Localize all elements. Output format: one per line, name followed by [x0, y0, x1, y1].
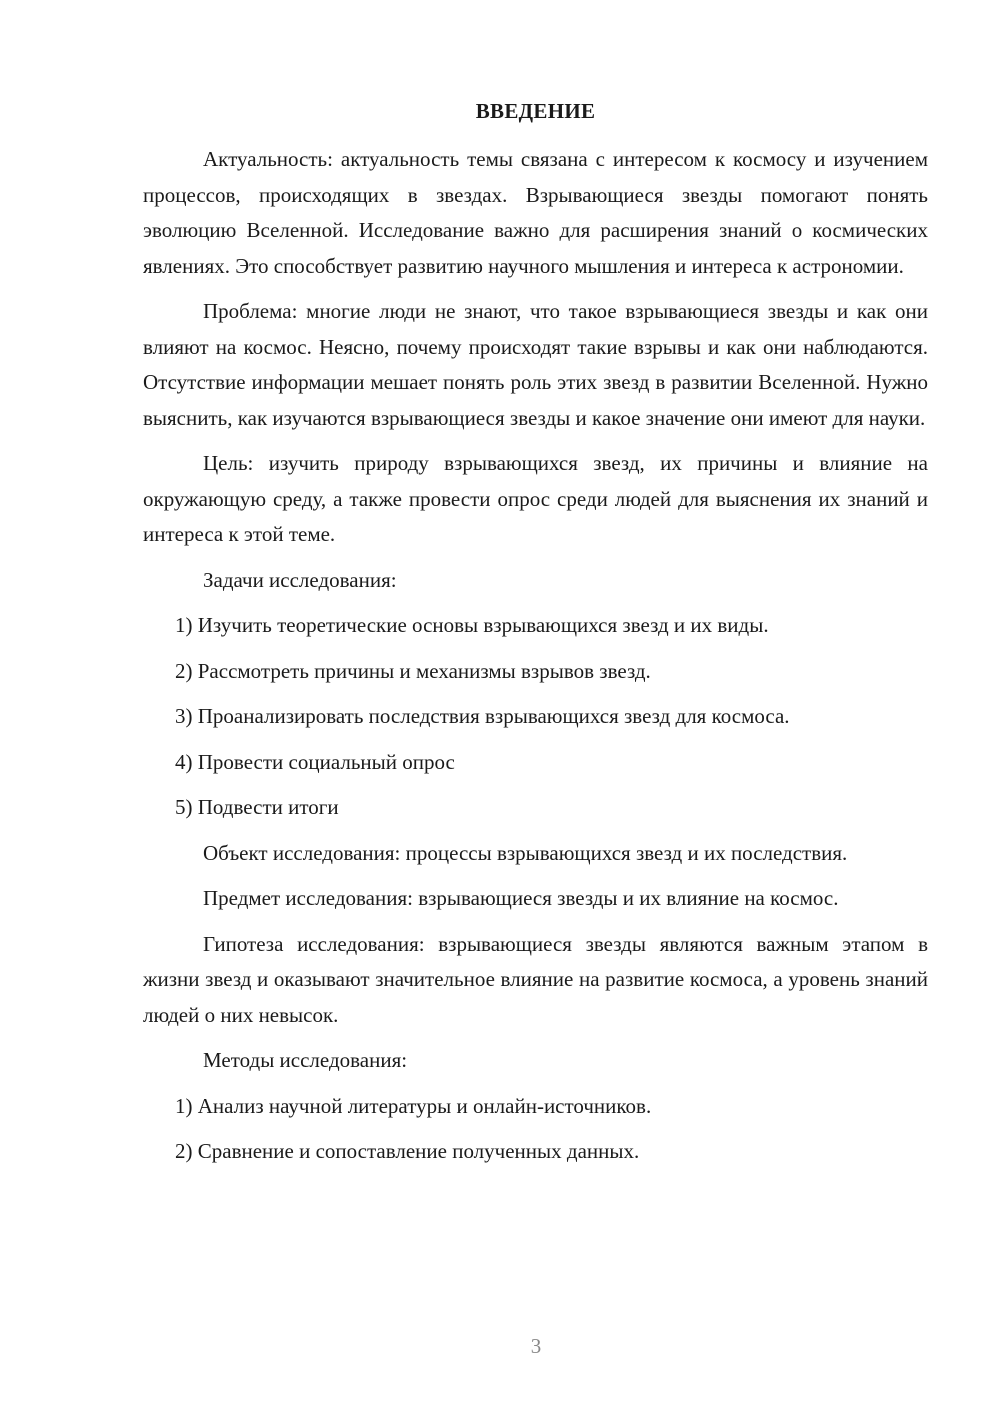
tasks-heading: Задачи исследования:: [203, 567, 397, 592]
methods-heading: Методы исследования:: [203, 1048, 408, 1072]
method-item: 1) Анализ научной литературы и онлайн-источников.: [175, 1093, 652, 1118]
section-heading: ВВЕДЕНИЕ: [475, 99, 596, 123]
subject-paragraph: Предмет исследования: взрывающиеся звезды и их влияние на космос.: [203, 886, 839, 910]
goal-paragraph: Цель: изучить природу взрывающихся звезд, их причины и влияние на окружающую среду, а также провести опрос среди людей для выяснения их знаний и интереса к этой теме.: [143, 451, 928, 546]
task-item: 4) Провести социальный опрос: [175, 749, 455, 774]
task-item: 5) Подвести итоги: [175, 795, 339, 819]
task-item: 3) Проанализировать последствия взрывающихся звезд для космоса.: [175, 704, 790, 728]
relevance-paragraph: Актуальность: актуальность темы связана с интересом к космосу и изучением процессов, происходящих в звездах. Взрывающиеся звезды помогают понять эволюцию Вселенной. Исследование важно для расширения знаний о космических явлениях. Это способствует развитию научного мышления и интереса к астрономии.: [143, 147, 928, 278]
problem-paragraph: Проблема: многие люди не знают, что такое взрывающиеся звезды и как они влияют на космос. Неясно, почему происходят такие взрывы и как они наблюдаются. Отсутствие информации мешает понять роль этих звезд в развитии Вселенной. Нужно выяснить, как изучаются взрывающиеся звезды и какое значение они имеют для науки.: [143, 299, 928, 430]
task-item: 2) Рассмотреть причины и механизмы взрывов звезд.: [175, 658, 651, 683]
object-paragraph: Объект исследования: процессы взрывающихся звезд и их последствия.: [203, 840, 848, 865]
page-number: 3: [530, 1334, 542, 1358]
body-text: [143, 142, 928, 1180]
method-item: 2) Сравнение и сопоставление полученных данных.: [175, 1139, 640, 1163]
task-item: 1) Изучить теоретические основы взрывающихся звезд и их виды.: [175, 613, 769, 637]
hypothesis-paragraph: Гипотеза исследования: взрывающиеся звезды являются важным этапом в жизни звезд и оказывают значительное влияние на развитие космоса, а уровень знаний людей о них невысок.: [143, 931, 928, 1027]
